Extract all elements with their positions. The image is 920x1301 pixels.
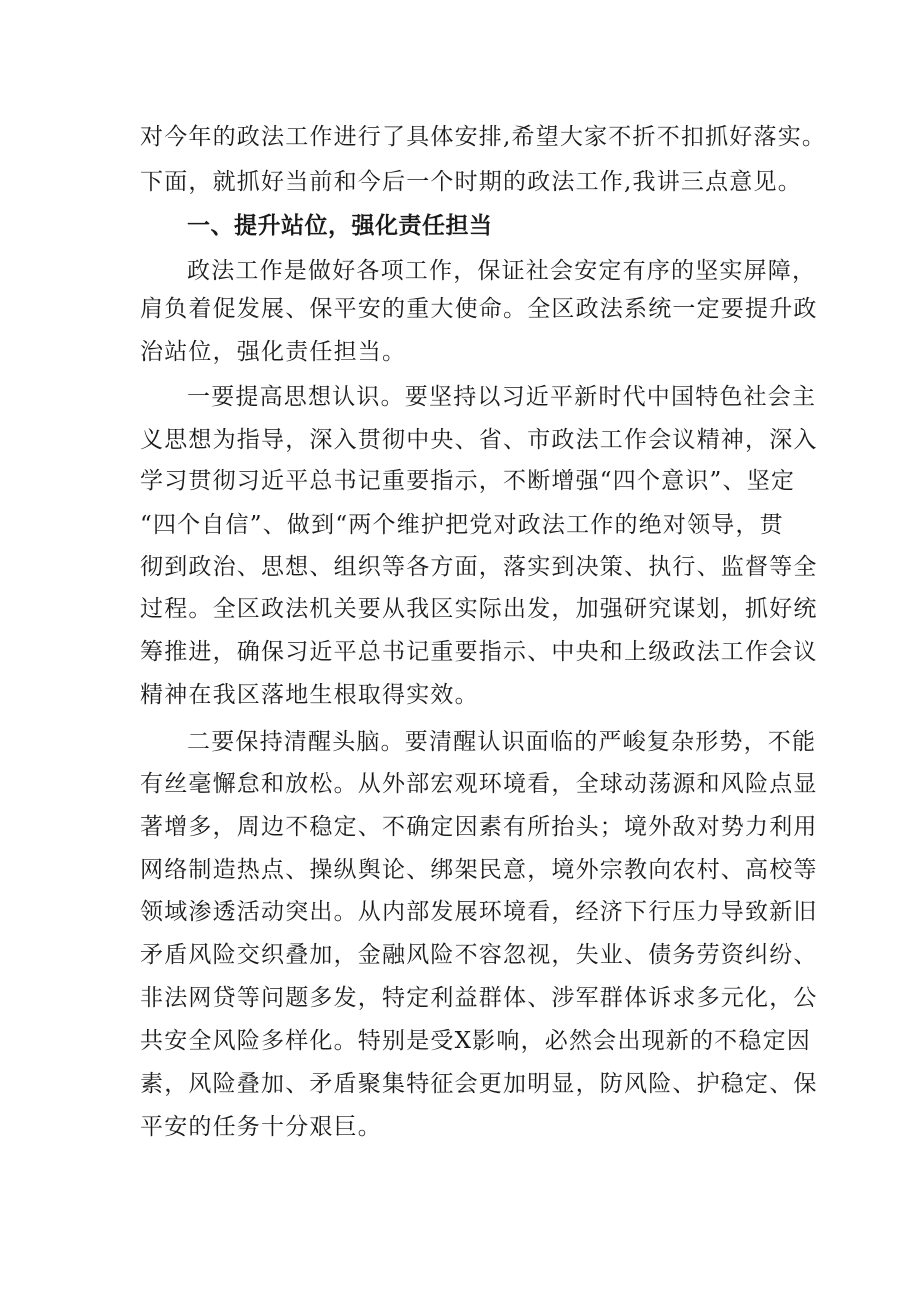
paragraph-line: 有丝毫懈怠和放松。从外部宏观环境看，全球动荡源和风险点显 bbox=[140, 771, 818, 797]
paragraph-line: 治站位，强化责任担当。 bbox=[140, 339, 407, 365]
paragraph-line: 对今年的政法工作进行了具体安排,希望大家不折不扣抓好落实。 bbox=[140, 124, 827, 150]
paragraph-line: 网络制造热点、操纵舆论、绑架民意，境外宗教向农村、高校等 bbox=[140, 857, 818, 883]
paragraph-line: 肩负着促发展、保平安的重大使命。全区政法系统一定要提升政 bbox=[140, 296, 818, 322]
paragraph-line: 一要提高思想认识。要坚持以习近平新时代中国特色社会主 bbox=[187, 384, 817, 410]
paragraph-line: 非法网贷等问题多发，特定利益群体、涉军群体诉求多元化，公 bbox=[140, 985, 818, 1011]
paragraph-line: 政法工作是做好各项工作，保证社会安定有序的坚实屏障， bbox=[187, 258, 817, 284]
paragraph-line: 矛盾风险交织叠加，金融风险不容忽视，失业、债务劳资纠纷、 bbox=[140, 942, 818, 968]
paragraph-line: 下面，就抓好当前和今后一个时期的政法工作,我讲三点意见。 bbox=[140, 169, 802, 195]
paragraph-line: 义思想为指导，深入贯彻中央、省、市政法工作会议精神，深入 bbox=[140, 427, 818, 453]
section-heading: 一、提升站位，强化责任担当 bbox=[187, 213, 493, 239]
paragraph-line: 精神在我区落地生根取得实效。 bbox=[140, 682, 479, 708]
paragraph-line: “四个自信”、做到“两个维护把党对政法工作的绝对领导，贯 bbox=[140, 512, 784, 538]
paragraph-line: 二要保持清醒头脑。要清醒认识面临的严峻复杂形势，不能 bbox=[187, 729, 817, 755]
paragraph-line: 学习贯彻习近平总书记重要指示，不断增强“四个意识”、坚定 bbox=[140, 468, 796, 494]
paragraph-line: 素，风险叠加、矛盾聚集特征会更加明显，防风险、护稳定、保 bbox=[140, 1071, 818, 1097]
paragraph-line: 筹推进，确保习近平总书记重要指示、中央和上级政法工作会议 bbox=[140, 639, 818, 665]
paragraph-line: 著增多，周边不稳定、不确定因素有所抬头；境外敌对势力利用 bbox=[140, 814, 818, 840]
paragraph-line: 过程。全区政法机关要从我区实际出发，加强研究谋划，抓好统 bbox=[140, 596, 818, 622]
paragraph-line: 共安全风险多样化。特别是受X影响，必然会出现新的不稳定因 bbox=[140, 1028, 811, 1054]
paragraph-line: 彻到政治、思想、组织等各方面，落实到决策、执行、监督等全 bbox=[140, 554, 818, 580]
paragraph-line: 平安的任务十分艰巨。 bbox=[140, 1114, 382, 1140]
paragraph-line: 领域渗透活动突出。从内部发展环境看，经济下行压力导致新旧 bbox=[140, 899, 818, 925]
